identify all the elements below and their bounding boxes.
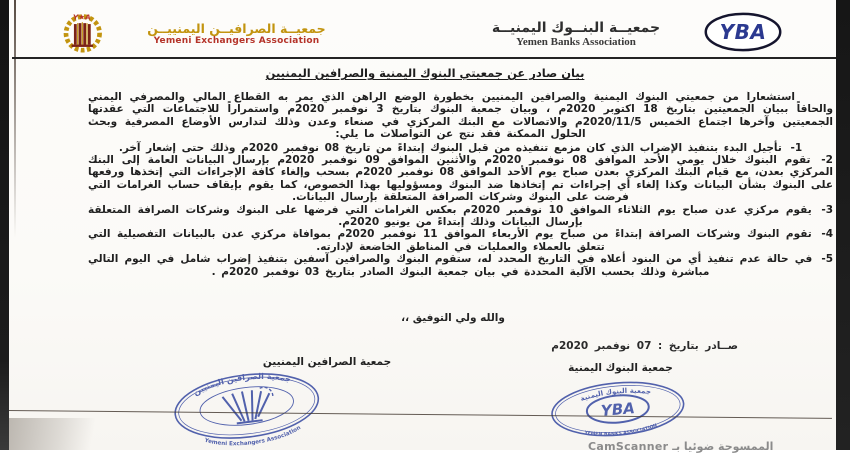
item-number: 5- (821, 253, 833, 266)
banks-name-arabic: جمعيــة البنــوك اليمنيــة (491, 19, 661, 36)
item-text: تأجيل البدء بتنفيذ الإضراب الذي كان مزمع تنفيذه من قبل البنوك إبتداءً من تاريخ 08 نوفمبر 2020م وذلك حتى إشعار آخر. (118, 141, 782, 154)
header-divider-line (12, 57, 837, 59)
item-number: 4- (821, 228, 833, 241)
document-title: بيان صادر عن جمعيتي البنوك اليمنية والصرافين اليمنيين (265, 66, 585, 80)
svg-text:Yemeni Exchangers Association: Yemeni Exchangers Association (203, 424, 303, 448)
yba-oval-logo-icon (702, 11, 784, 57)
paper-crease-line (14, 0, 16, 238)
statement-item-5 (88, 253, 833, 278)
banks-name-english: Yemen Banks Association (516, 35, 636, 48)
statement-item-2 (88, 154, 833, 204)
svg-text:YEMEN BANKS ASSOCIATION: YEMEN BANKS ASSOCIATION (584, 423, 658, 438)
item-number: 2- (821, 154, 833, 167)
exchangers-name-english: Yemeni Exchangers Association (153, 35, 320, 46)
issue-date: صــادر بتاريخ : 07 نوفمبر 2020م (551, 340, 738, 352)
item-text: تقوم البنوك وشركات الصرافة إبتداءً من صباح يوم الأربعاء الموافق 11 نوفمبر 2020م بموافاة مركزي عدن بالبيانات التفصيلية التي تتعلق بالعملاء والعمليات في المناطق الخاضعة لإدارته. (88, 228, 812, 253)
camscanner-watermark: الممسوحة ضوئيا بـ CamScanner (588, 440, 774, 453)
item-text: تقوم البنوك خلال يومي الأحد الموافق 08 نوفمبر 2020م والأثنين الموافق 09 نوفمبر 2020م بإرسال البيانات العامة إلى البنك المركزي بعدن، مع قيام البنك المركزي بعدن صباح يوم الأحد الموافق 08 نوفمبر 2020م بسحب وإلغاء كافة الإجراءات التي إتخذها ورفعها على البنوك بشأن البيانات وكذا إلغاء أي إجراءات تم إتخاذها ضد البنوك ومسؤوليها بهذا الخصوص، كما يقوم بإيقاف حساب الغرامات التي فرضت على البنوك وشركات الصرافة المتعلقة بإرسال البيانات. (88, 154, 833, 204)
svg-text:جمعية الصرافين اليمنيين: جمعية الصرافين اليمنيين (191, 371, 292, 398)
intro-paragraph: استشعاراً من جمعيتي البنوك اليمنية والصرافين اليمنيين بخطورة الوضع الراهن الذي يمر به القطاع المالي والمصرفي اليمني والحاقاً ببيان الجمعيتين بتاريخ 18 اكتوبر 2020م ، وبيان جمعية البنوك بتاريخ 3 نوفمبر 2020م واستمراراً للاجتماعات التي عقدتها الجمعيتين وآخرها اجتماع الخميس 2020/11/5م والاتصالات مع البنك المركزي في صنعاء وعدن وذلك لتدارس الأوضاع المصرفية وبحث الحلول الممكنة فقد نتج عن التواصلات ما يلي: (88, 91, 833, 141)
closing-phrase: والله ولي التوفيق ،، (401, 312, 505, 324)
item-number: 1- (790, 141, 803, 154)
bottom-left-scan-shadow (9, 418, 124, 450)
svg-text:YBA: YBA (600, 399, 636, 420)
statement-item-3 (88, 204, 833, 229)
left-scan-edge (0, 0, 9, 450)
exchangers-gear-logo-icon (52, 11, 108, 57)
exchangers-name-arabic: جمعيــة الصرافيــن اليمنييــن (147, 20, 326, 36)
header-banks-association (462, 11, 784, 57)
svg-text:YBA: YBA (719, 20, 767, 45)
statement-list (88, 142, 833, 278)
svg-text:Y★A: Y★A (72, 12, 91, 22)
document-body (88, 91, 833, 311)
item-text: في حالة عدم تنفيذ أي من البنود أعلاه في التاريخ المحدد له، ستقوم البنوك والصرافين آسفين بتنفيذ إضراب شامل في اليوم التالي مباشرة وذلك بحسب الآلية المحددة في بيان جمعية البنوك الصادر بتاريخ 03 نوفمبر 2020م . (88, 253, 813, 278)
right-scan-edge (836, 0, 850, 450)
item-text: يقوم مركزي عدن صباح يوم الثلاثاء الموافق 10 نوفمبر 2020م بعكس الغرامات التي فرضها على البنوك وشركات الصرافة المتعلقة بإرسال البيانات وذلك إبتداءً من يونيو 2020م. (88, 203, 812, 229)
svg-text:جمعية البنوك اليمنية: جمعية البنوك اليمنية (579, 386, 652, 404)
item-number: 3- (821, 203, 833, 216)
statement-item-1 (88, 142, 833, 154)
header-exchangers-association (52, 11, 349, 57)
statement-item-4 (88, 228, 833, 253)
signatory-exchangers: جمعية الصرافين اليمنيين (262, 356, 392, 368)
signatory-banks: جمعية البنوك اليمنية (568, 362, 673, 374)
